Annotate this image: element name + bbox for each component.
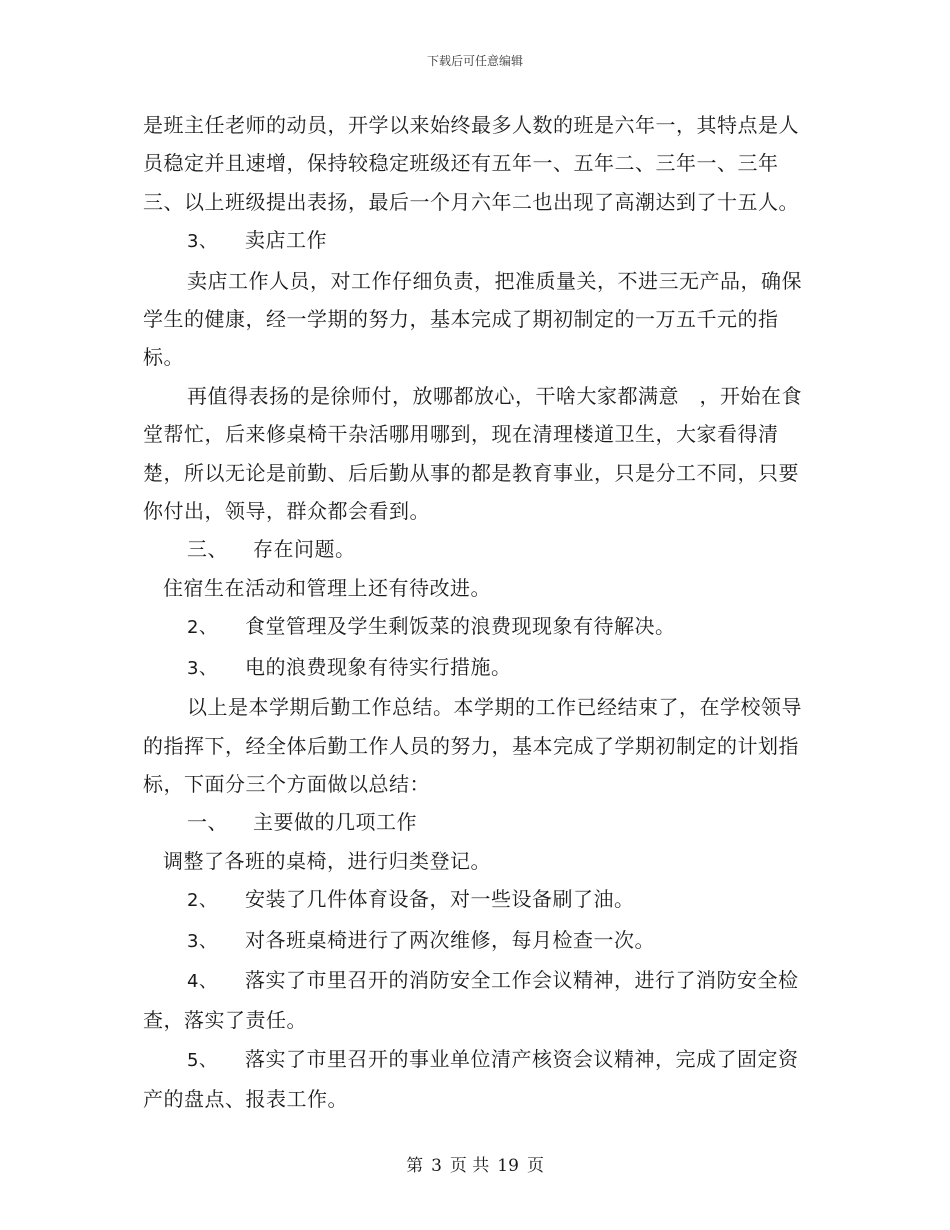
- work-item-2: [143, 880, 811, 920]
- page-mid: 页 共: [449, 1156, 490, 1176]
- item-label: 落实了市里召开的消防安全工作会议精神，进行了消防安全检查，落实了责任。: [143, 967, 799, 1033]
- item-number: 5、: [187, 1049, 218, 1071]
- section-main-work-heading: [143, 803, 811, 841]
- section-label: 存在问题。: [253, 537, 356, 562]
- item-number: 2、: [187, 617, 218, 639]
- problem-item-1: 住宿生在活动和管理上还有待改进。: [163, 575, 491, 600]
- item-store-heading: [143, 221, 811, 261]
- paragraph-summary: 以上是本学期后勤工作总结。本学期的工作已经结束了，在学校领导的指挥下，经全体后勤工作人员的努力，基本完成了学期初制定的计划指标，下面分三个方面做以总结：: [143, 695, 802, 796]
- item-number: 3、: [187, 231, 218, 253]
- section-number: 三、: [187, 537, 228, 562]
- section-problems-heading: [143, 530, 811, 568]
- paragraph-class-stats: 是班主任老师的动员，开学以来始终最多人数的班是六年一，其特点是人员稳定并且速增，保持较稳定班级还有五年一、五年二、三年一、三年三、以上班级提出表扬，最后一个月六年二也出现了高潮达到了十五人。: [143, 113, 799, 214]
- work-item-5: [143, 1040, 811, 1119]
- item-label: 卖店工作: [245, 228, 327, 253]
- item-label: 落实了市里召开的事业单位清产核资会议精神，完成了固定资产的盘点、报表工作。: [143, 1046, 799, 1112]
- page-current: 3: [431, 1156, 442, 1176]
- item-label: 电的浪费现象有待实行措施。: [245, 654, 512, 679]
- page-footer: [0, 1155, 950, 1177]
- item-number: 3、: [187, 657, 218, 679]
- paragraph-store: 卖店工作人员，对工作仔细负责，把准质量关，不进三无产品，确保学生的健康，经一学期的努力，基本完成了期初制定的一万五千元的指标。: [143, 268, 802, 370]
- item-number: 2、: [187, 890, 218, 912]
- item-number: 4、: [187, 970, 218, 992]
- problem-item-3: [143, 648, 811, 688]
- page-total: 19: [497, 1156, 519, 1176]
- page-suffix: 页: [526, 1156, 544, 1176]
- section-number: 一、: [187, 810, 228, 835]
- work-item-4: [143, 961, 811, 1040]
- page-header: 下载后可任意编辑: [426, 54, 523, 68]
- item-number: 3、: [187, 930, 218, 952]
- page-prefix: 第: [406, 1156, 424, 1176]
- section-label: 主要做的几项工作: [253, 810, 417, 835]
- work-item-1: 调整了各班的桌椅，进行归类登记。: [163, 848, 491, 873]
- problem-item-2: [143, 607, 811, 647]
- item-label: 对各班桌椅进行了两次维修，每月检查一次。: [245, 927, 655, 952]
- item-label: 食堂管理及学生剩饭菜的浪费现现象有待解决。: [245, 614, 676, 639]
- document-body: [143, 106, 811, 1119]
- item-label: 安装了几件体育设备，对一些设备刷了油。: [245, 887, 635, 912]
- work-item-3: [143, 921, 811, 961]
- paragraph-praise: 再值得表扬的是徐师付，放哪都放心，干啥大家都满意 ，开始在食堂帮忙，后来修桌椅干杂活哪用哪到，现在清理楼道卫生，大家看得清楚，所以无论是前勤、后后勤从事的都是教育事业，只是分工不同，只要你付出，领导，群众都会看到。: [143, 383, 802, 524]
